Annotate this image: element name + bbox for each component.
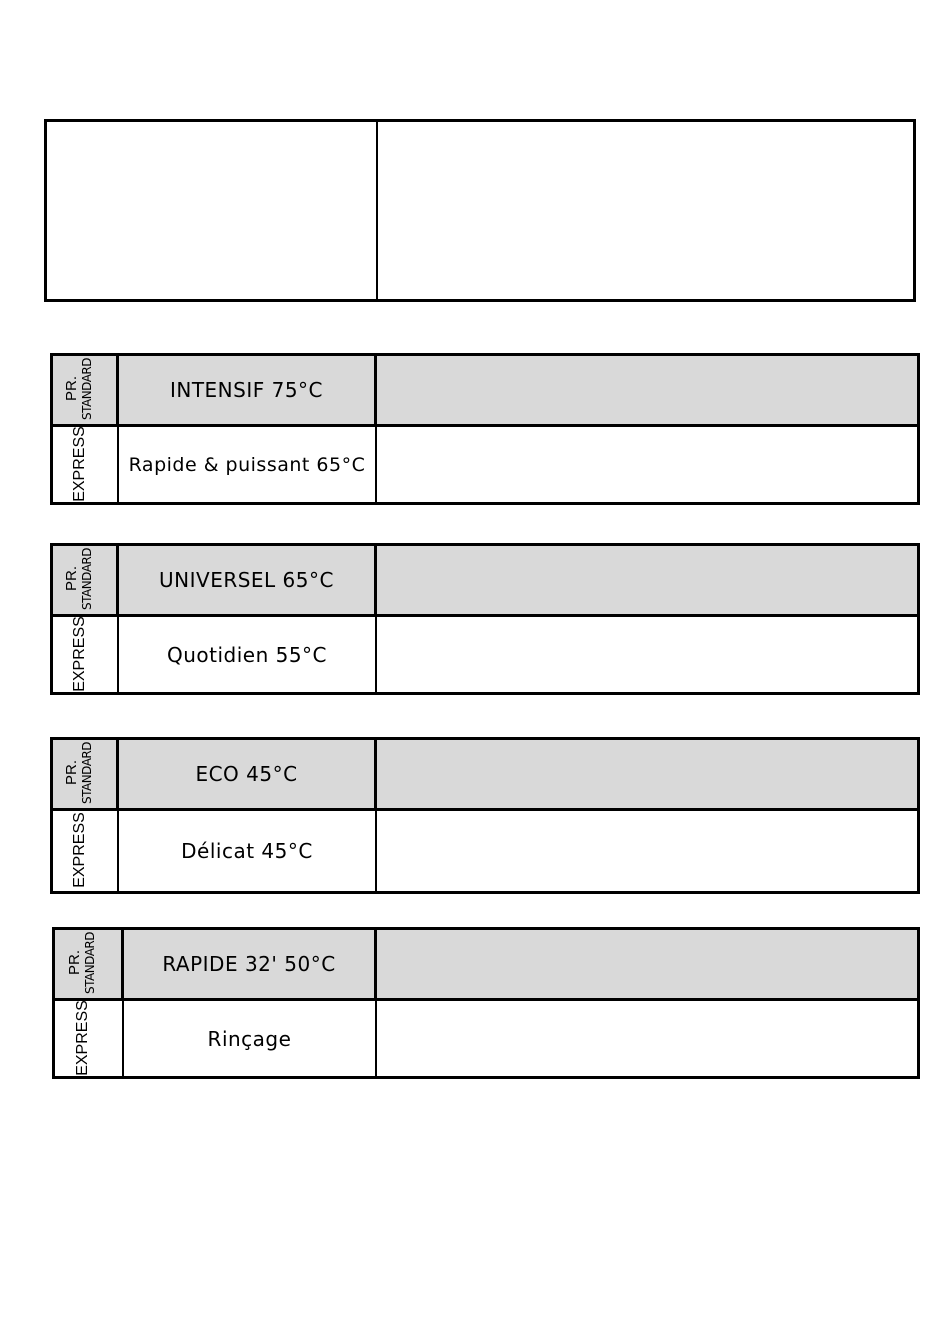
standard-program-name: UNIVERSEL 65°C	[119, 546, 377, 617]
standard-description-cell	[377, 740, 917, 811]
mode-cell-standard	[53, 356, 119, 427]
standard-label: STANDARD	[80, 357, 95, 421]
express-program-name: Quotidien 55°C	[119, 617, 377, 692]
express-label: EXPRESS	[70, 616, 88, 692]
standard-program-name: RAPIDE 32' 50°C	[124, 930, 377, 1001]
pr-label: PR.	[63, 759, 81, 786]
standard-description-cell	[377, 356, 917, 427]
express-label: EXPRESS	[70, 812, 88, 888]
program-block-intensif	[50, 353, 920, 505]
standard-label: STANDARD	[83, 931, 98, 995]
express-description-cell	[377, 427, 917, 502]
express-label: EXPRESS	[73, 1000, 91, 1076]
standard-label: STANDARD	[80, 741, 95, 805]
express-program-name: Rapide & puissant 65°C	[119, 427, 377, 502]
program-block-rapide	[52, 927, 920, 1079]
standard-program-name: ECO 45°C	[119, 740, 377, 811]
mode-cell-standard	[53, 546, 119, 617]
program-block-universel	[50, 543, 920, 695]
standard-program-name: INTENSIF 75°C	[119, 356, 377, 427]
mode-cell-express	[55, 1001, 124, 1076]
pr-label: PR.	[63, 565, 81, 592]
express-description-cell	[377, 1001, 917, 1076]
express-description-cell	[377, 811, 917, 886]
express-label: EXPRESS	[70, 426, 88, 502]
mode-cell-standard	[53, 740, 119, 811]
standard-description-cell	[377, 546, 917, 617]
mode-cell-standard	[55, 930, 124, 1001]
mode-cell-express	[53, 617, 119, 692]
express-program-name: Rinçage	[124, 1001, 377, 1076]
standard-label: STANDARD	[80, 547, 95, 611]
header-table	[44, 119, 916, 302]
program-block-eco	[50, 737, 920, 894]
mode-cell-express	[53, 427, 119, 502]
mode-cell-express	[53, 811, 119, 891]
pr-label: PR.	[66, 949, 84, 976]
standard-description-cell	[377, 930, 917, 1001]
express-description-cell	[377, 617, 917, 692]
pr-label: PR.	[63, 375, 81, 402]
header-divider	[376, 122, 378, 299]
express-program-name: Délicat 45°C	[119, 811, 377, 891]
